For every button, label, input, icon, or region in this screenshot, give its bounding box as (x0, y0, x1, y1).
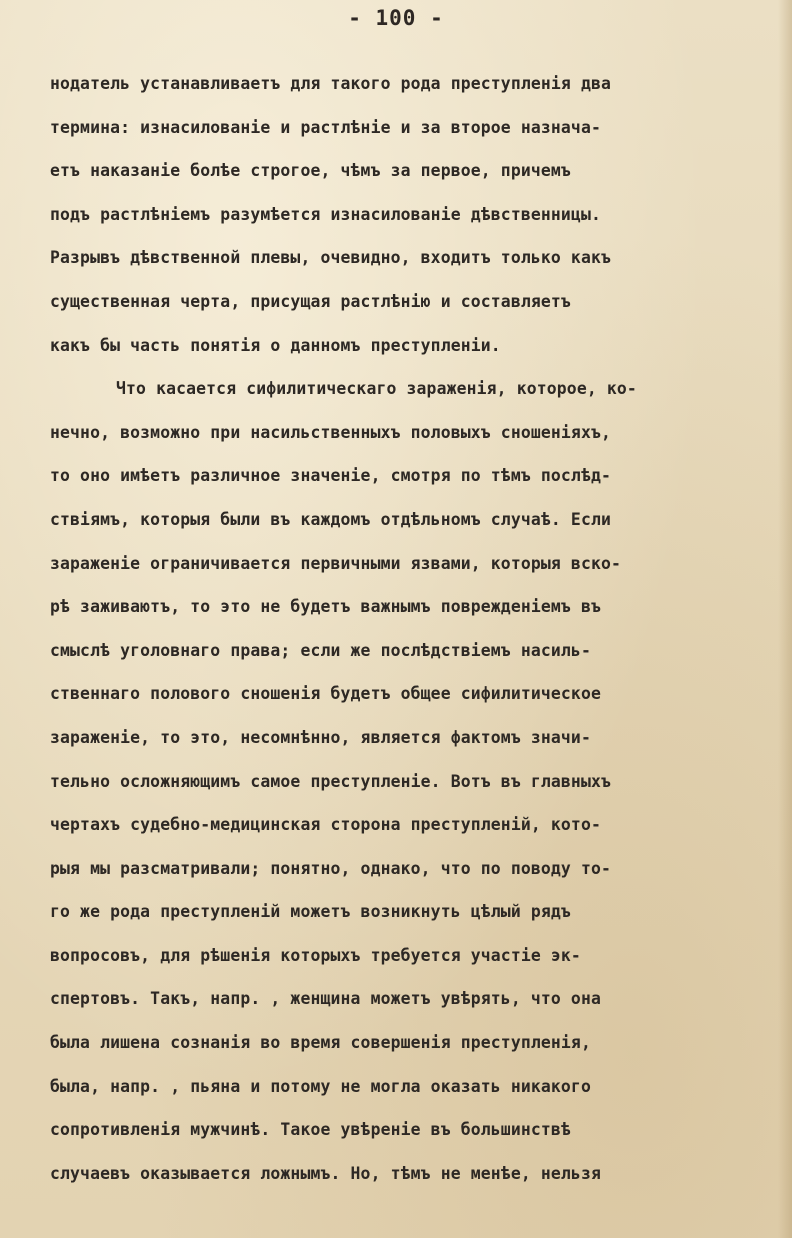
text-line: какъ бы часть понятія о данномъ преступленіи. (50, 335, 501, 355)
text-line: нодатель устанавливаетъ для такого рода преступленія два (50, 74, 612, 93)
text-line: зараженіе, то это, несомнѣнно, является фактомъ значи- (50, 727, 591, 747)
text-line: тельно осложняющимъ самое преступленіе. Вотъ въ главныхъ (50, 771, 612, 791)
text-line: ственнаго полового сношенія будетъ общее сифилитическое (50, 684, 601, 704)
text-line: смыслѣ уголовнаго права; если же послѣдствіемъ насиль- (50, 640, 591, 660)
text-line: ствіямъ, которыя были въ каждомъ отдѣльномъ случаѣ. Если (50, 509, 612, 529)
text-line: была лишена сознанія во время совершенія преступленія, (50, 1033, 591, 1053)
text-line: спертовъ. Такъ, напр. , женщина можетъ увѣрять, что она (50, 989, 601, 1009)
text-line: термина: изнасилованіе и растлѣніе и за второе назнача- (50, 117, 601, 137)
text-body (50, 62, 770, 1195)
text-line: подъ растлѣніемъ разумѣется изнасилованіе дѣвственницы. (50, 204, 601, 224)
page-number: - 100 - (348, 6, 444, 30)
text-line: нечно, возможно при насильственныхъ половыхъ сношеніяхъ, (50, 422, 612, 442)
text-line: существенная черта, присущая растлѣнію и составляетъ (50, 291, 571, 311)
text-line: чертахъ судебно-медицинская сторона преступленій, кото- (50, 815, 601, 835)
text-line: зараженіе ограничивается первичными язвами, которыя вско- (50, 553, 622, 573)
text-line: етъ наказаніе болѣе строгое, чѣмъ за первое, причемъ (50, 161, 571, 181)
text-line: го же рода преступленій можетъ возникнуть цѣлый рядъ (50, 902, 571, 922)
text-line: вопросовъ, для рѣшенія которыхъ требуется участіе эк- (50, 945, 581, 965)
text-line: рыя мы разсматривали; понятно, однако, что по поводу то- (50, 858, 612, 878)
text-line: рѣ заживаютъ, то это не будетъ важнымъ поврежденіемъ въ (50, 597, 601, 617)
text-line: случаевъ оказывается ложнымъ. Но, тѣмъ не менѣе, нельзя (50, 1163, 601, 1183)
text-line: Разрывъ дѣвственной плевы, очевидно, входитъ только какъ (50, 248, 612, 268)
paragraph-first-line: Что касается сифилитическаго зараженія, которое, ко- (116, 379, 637, 399)
text-line: то оно имѣетъ различное значеніе, смотря по тѣмъ послѣд- (50, 466, 612, 486)
text-line: сопротивленія мужчинѣ. Такое увѣреніе въ большинствѣ (50, 1120, 571, 1140)
page-edge-shadow (778, 0, 792, 1238)
text-line: была, напр. , пьяна и потому не могла оказать никакого (50, 1076, 591, 1096)
